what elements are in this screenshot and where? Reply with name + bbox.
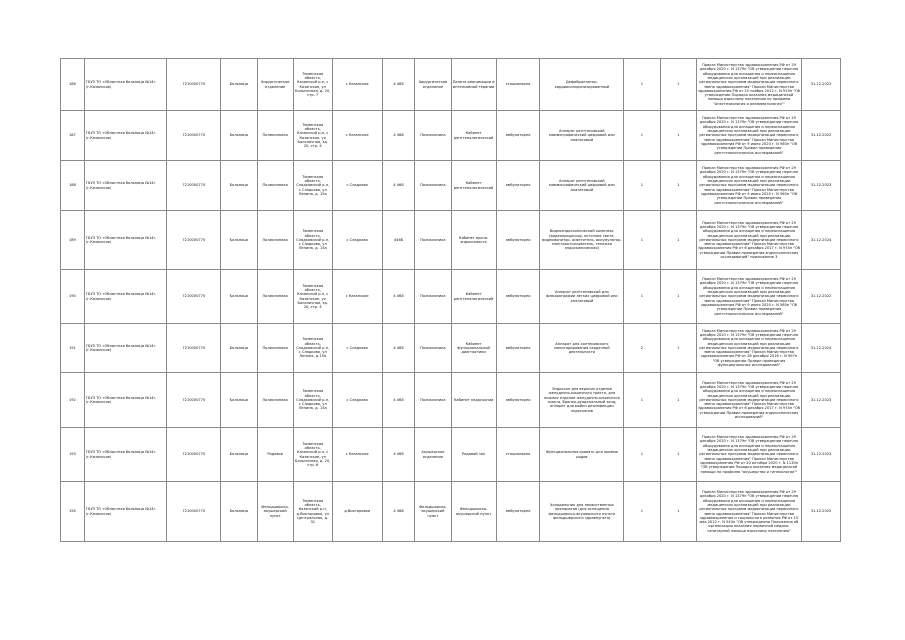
table-row [61,211,841,270]
organization-name-cell: ГБУЗ ТО «Областная больница №14» (г.Казанское) [84,324,167,373]
quantity-required-cell: 1 [624,482,660,542]
deadline-date-cell: 31.12.2023 [802,373,841,428]
subdivision-cell: Акушерское отделение [415,428,451,482]
row-number-cell: 186 [61,59,85,111]
locality-cell: с Сладково [332,373,382,428]
room-name-cell: Фельдшерско-акушерский пункт [451,482,496,542]
locality-cell: с Казанское [332,270,382,324]
equipment-name-cell: Аппарат для холтеровского мониторирования сердечной деятельности [540,324,624,373]
department-name-cell: Хирургическое отделение [257,59,293,111]
row-number-cell: 191 [61,324,85,373]
equipment-name-cell: Функциональная кровать для приема родов [540,428,624,482]
quantity-required-cell: 1 [624,270,660,324]
population-cell: 4 468 [382,161,415,211]
address-cell: Тюменская область, Сладковский р-н, с Сладково, ул Ленина, д.15а [293,324,332,373]
organization-name-cell: ГБУЗ ТО «Областная больница №14» (г.Казанское) [84,111,167,161]
table-row [61,59,841,111]
legal-basis-cell: Приказ Министерства здравоохранения РФ от 29 декабря 2020 г. N 1379н "Об утверждении перечня оборудования для оснащения и переоснащения медицинских организаций при реализации региональных программ модернизации первичного звена здравоохранения" Приказ Министерства здравоохранения РФ от 9 июня 2020 г. N 560н "Об утверждении Правил проведения рентгенологических исследований" [696,161,801,211]
care-form-cell: амбулаторно [496,111,540,161]
legal-basis-cell: Приказ Министерства здравоохранения РФ от 29 декабря 2020 г. N 1379н "Об утверждении перечня оборудования для оснащения и переоснащения медицинских организаций при реализации региональных программ модернизации первичного звена здравоохранения" Приказ Министерства здравоохранения РФ от 9 июня 2020 г. N 560н "Об утверждении Правил проведения рентгенологических исследований" [696,270,801,324]
legal-basis-cell: Приказ Министерства здравоохранения РФ от 29 декабря 2020 г. N 1379н "Об утверждении перечня оборудования для оснащения и переоснащения медицинских организаций при реализации региональных программ модернизации первичного звена здравоохранения" Приказ Министерства здравоохранения РФ от 6 декабря 2017 г. N 974н "Об утверждении Правил проведения эндоскопических исследований" [696,373,801,428]
inn-code-cell: 7210000770 [167,59,221,111]
department-name-cell: Поликлиника [257,211,293,270]
population-cell: 4468 [382,211,415,270]
organization-type-cell: Больница [221,482,257,542]
subdivision-cell: Поликлиника [415,324,451,373]
population-cell: 4 468 [382,270,415,324]
care-form-cell: амбулаторно [496,373,540,428]
table-row [61,482,841,542]
organization-type-cell: Больница [221,373,257,428]
organization-type-cell: Больница [221,59,257,111]
room-name-cell: Кабинет рентгенологический [451,161,496,211]
deadline-date-cell: 31.12.2023 [802,428,841,482]
room-name-cell: Кабинет рентгенологический [451,270,496,324]
legal-basis-cell: Приказ Министерства здравоохранения РФ от 29 декабря 2020 г. N 1379н "Об утверждении перечня оборудования для оснащения и переоснащения медицинских организаций при реализации региональных программ модернизации первичного звена здравоохранения" Приказ Министерства здравоохранения РФ от 6 декабря 2017 г. N 974н "Об утверждении Правил проведения эндоскопических исследований" приложение 3 [696,211,801,270]
care-form-cell: стационарно [496,59,540,111]
quantity-planned-cell: 1 [660,373,696,428]
organization-name-cell: ГБУЗ ТО «Областная больница №14» (г.Казанское) [84,428,167,482]
deadline-date-cell: 31.12.2022 [802,270,841,324]
department-name-cell: Поликлиника [257,161,293,211]
room-name-cell: Кабинет функциональной диагностики [451,324,496,373]
address-cell: Тюменская область, Сладковский р-н, с Сладково, ул Ленина, д. 15а [293,211,332,270]
table-row [61,161,841,211]
department-name-cell: Родовое [257,428,293,482]
subdivision-cell: Поликлиника [415,270,451,324]
address-cell: Тюменская область, Казанский р-н, с Казанское, ул Больничная, д. 20, стр. 7 [293,59,332,111]
organization-type-cell: Больница [221,270,257,324]
locality-cell: с Сладково [332,161,382,211]
care-form-cell: амбулаторно [496,211,540,270]
room-name-cell: Родовой зал [451,428,496,482]
population-cell: 4 468 [382,59,415,111]
department-name-cell: Поликлиника [257,373,293,428]
subdivision-cell: Поликлиника [415,161,451,211]
equipment-table [60,58,841,542]
address-cell: Тюменская область, Казанский р-н, д.Викторовка, ул Центральная, д. 31 [293,482,332,542]
deadline-date-cell: 31.12.2025 [802,482,841,542]
equipment-name-cell: Видеоэндоскопический комплекс (видеопроцессор, источник света, видеомонитор, осветитель, аккумулятор, электроотсасыватель, тележка эндоскопическая) [540,211,624,270]
address-cell: Тюменская область, Казанский р-н, с Казанское, ул Больничная, зд. 20, стр. 4 [293,270,332,324]
quantity-planned-cell: 1 [660,482,696,542]
equipment-name-cell: Холодильник для лекарственных препаратов (для оснащения фельдшерско-акушерского пункта фельдшерского здравпункта) [540,482,624,542]
population-cell: 4 468 [382,373,415,428]
locality-cell: д.Викторовка [332,482,382,542]
equipment-name-cell: Аппарат рентгеновский для флюорографии легких цифровой или аналоговый [540,270,624,324]
inn-code-cell: 7210000770 [167,482,221,542]
locality-cell: с Казанское [332,428,382,482]
population-cell: 4 468 [382,482,415,542]
quantity-planned-cell: 1 [660,270,696,324]
quantity-required-cell: 1 [624,373,660,428]
care-form-cell: амбулаторно [496,324,540,373]
row-number-cell: 188 [61,161,85,211]
room-name-cell: Палата реанимации и интенсивной терапии [451,59,496,111]
room-name-cell: Кабинет рентгенологический [451,111,496,161]
organization-name-cell: ГБУЗ ТО «Областная больница №14» (г.Казанское) [84,270,167,324]
quantity-planned-cell: 1 [660,111,696,161]
inn-code-cell: 7210000770 [167,270,221,324]
subdivision-cell: Поликлиника [415,211,451,270]
deadline-date-cell: 31.12.2024 [802,324,841,373]
organization-type-cell: Больница [221,428,257,482]
inn-code-cell: 7210000770 [167,111,221,161]
quantity-required-cell: 2 [624,324,660,373]
inn-code-cell: 7210000770 [167,428,221,482]
care-form-cell: стационарно [496,428,540,482]
row-number-cell: 192 [61,373,85,428]
locality-cell: с Казанское [332,59,382,111]
address-cell: Тюменская область, Казанский р-н, с Казанское, ул Больничная, зд. 20, стр. 4 [293,111,332,161]
quantity-planned-cell: 1 [660,428,696,482]
table-body [61,59,841,542]
equipment-name-cell: Аппарат рентгеновский маммографический цифровой или аналоговый [540,111,624,161]
equipment-name-cell: Дефибриллятор-кардиосинхронизированный [540,59,624,111]
row-number-cell: 190 [61,270,85,324]
row-number-cell: 189 [61,211,85,270]
locality-cell: с Сладково [332,211,382,270]
department-name-cell: Фельдшерско-акушерский пункт [257,482,293,542]
table-row [61,324,841,373]
organization-type-cell: Больница [221,111,257,161]
table-row [61,111,841,161]
quantity-required-cell: 1 [624,211,660,270]
organization-name-cell: ГБУЗ ТО «Областная больница №14» (г.Казанское) [84,161,167,211]
organization-name-cell: ГБУЗ ТО «Областная больница №14» (г.Казанское) [84,373,167,428]
quantity-planned-cell: 1 [660,324,696,373]
equipment-name-cell: Аппарат рентгеновский маммографический цифровой или аналоговый [540,161,624,211]
locality-cell: с Сладково [332,324,382,373]
room-name-cell: Кабинет врача-эндоскописта [451,211,496,270]
legal-basis-cell: Приказ Министерства здравоохранения РФ от 29 декабря 2020 г. N 1379н "Об утверждении перечня оборудования для оснащения и переоснащения медицинских организаций при реализации региональных программ модернизации первичного звена здравоохранения" Приказ Министерства здравоохранения РФ от 9 июня 2020 г. N 560н "Об утверждении Правил проведения рентгенологических исследований" [696,111,801,161]
organization-type-cell: Больница [221,324,257,373]
quantity-required-cell: 1 [624,59,660,111]
organization-name-cell: ГБУЗ ТО «Областная больница №14» (г.Казанское) [84,482,167,542]
quantity-planned-cell: 1 [660,59,696,111]
inn-code-cell: 7210000770 [167,373,221,428]
address-cell: Тюменская область, Сладковский р-н, с Сладково, ул Ленина, д. 15а [293,161,332,211]
care-form-cell: амбулаторно [496,270,540,324]
subdivision-cell: Фельдшерско-акушерский пункт [415,482,451,542]
population-cell: 4 468 [382,324,415,373]
department-name-cell: Поликлиника [257,324,293,373]
legal-basis-cell: Приказ Министерства здравоохранения РФ от 29 декабря 2020 г. N 1379н "Об утверждении перечня оборудования для оснащения и переоснащения медицинских организаций при реализации региональных программ модернизации первичного звена здравоохранения" Приказ Министерства здравоохранения РФ от 20 октября 2020 г. N 1130н "Об утверждении Порядка оказания медицинской помощи по профилю "акушерство и гинекология"" [696,428,801,482]
inn-code-cell: 7210000770 [167,324,221,373]
organization-name-cell: ГБУЗ ТО «Областная больница №14» (г.Казанское) [84,211,167,270]
inn-code-cell: 7210000770 [167,211,221,270]
table-row [61,373,841,428]
population-cell: 4 468 [382,428,415,482]
organization-name-cell: ГБУЗ ТО «Областная больница №14» (г.Казанское) [84,59,167,111]
quantity-required-cell: 1 [624,161,660,211]
inn-code-cell: 7210000770 [167,161,221,211]
address-cell: Тюменская область, Казанский р-н, с Казанское, ул Больничная, д. 20, стр. 6 [293,428,332,482]
department-name-cell: Поликлиника [257,270,293,324]
deadline-date-cell: 31.12.2023 [802,59,841,111]
quantity-required-cell: 1 [624,428,660,482]
subdivision-cell: Поликлиника [415,373,451,428]
care-form-cell: амбулаторно [496,161,540,211]
equipment-name-cell: Эндоскоп для верхних отделов желудочно-кишечного тракта, для нижних отделов желудочно-кишечного тракта, бронхо-дуоденальный зонд, аппарат для мойки дезинфекции эндоскопов [540,373,624,428]
department-name-cell: Поликлиника [257,111,293,161]
legal-basis-cell: Приказ Министерства здравоохранения РФ от 29 декабря 2020 г. N 1379н "Об утверждении перечня оборудования для оснащения и переоснащения медицинских организаций при реализации региональных программ модернизации первичного звена здравоохранения" Приказ Министерства здравоохранения и социального развития РФ от 15 мая 2012 г. N 543н "Об утверждении Положения об организации оказания первичной медико-санитарной помощи взрослому населению" [696,482,801,542]
row-number-cell: 193 [61,428,85,482]
care-form-cell: амбулаторно [496,482,540,542]
subdivision-cell: Хирургическое отделение [415,59,451,111]
subdivision-cell: Поликлиника [415,111,451,161]
organization-type-cell: Больница [221,161,257,211]
deadline-date-cell: 31.12.2022 [802,111,841,161]
legal-basis-cell: Приказ Министерства здравоохранения РФ от 29 декабря 2020 г. N 1379н "Об утверждении перечня оборудования для оснащения и переоснащения медицинских организаций при реализации региональных программ модернизации первичного звена здравоохранения" Приказ Министерства здравоохранения РФ от 26 декабря 2016 г. N 997н "Об утверждении Правил проведения функциональных исследований" [696,324,801,373]
row-number-cell: 194 [61,482,85,542]
table-row [61,270,841,324]
locality-cell: с Казанское [332,111,382,161]
table-row [61,428,841,482]
quantity-planned-cell: 1 [660,211,696,270]
organization-type-cell: Больница [221,211,257,270]
address-cell: Тюменская область, Сладковский р-н, с Сладково, ул Ленина, д. 15а [293,373,332,428]
row-number-cell: 187 [61,111,85,161]
population-cell: 4 468 [382,111,415,161]
deadline-date-cell: 31.12.2024 [802,211,841,270]
legal-basis-cell: Приказ Министерства здравоохранения РФ от 29 декабря 2020 г. N 1379н "Об утверждении перечня оборудования для оснащения и переоснащения медицинских организаций при реализации региональных программ модернизации первичного звена здравоохранения" Приказ Министерства здравоохранения РФ от 15 ноября 2012 г. N 919н "Об утверждении Порядка оказания медицинской помощи взрослому населению по профилю "Анестезиология и реаниматология"" [696,59,801,111]
quantity-required-cell: 1 [624,111,660,161]
room-name-cell: Кабинет эндоскопии [451,373,496,428]
deadline-date-cell: 31.12.2023 [802,161,841,211]
quantity-planned-cell: 1 [660,161,696,211]
